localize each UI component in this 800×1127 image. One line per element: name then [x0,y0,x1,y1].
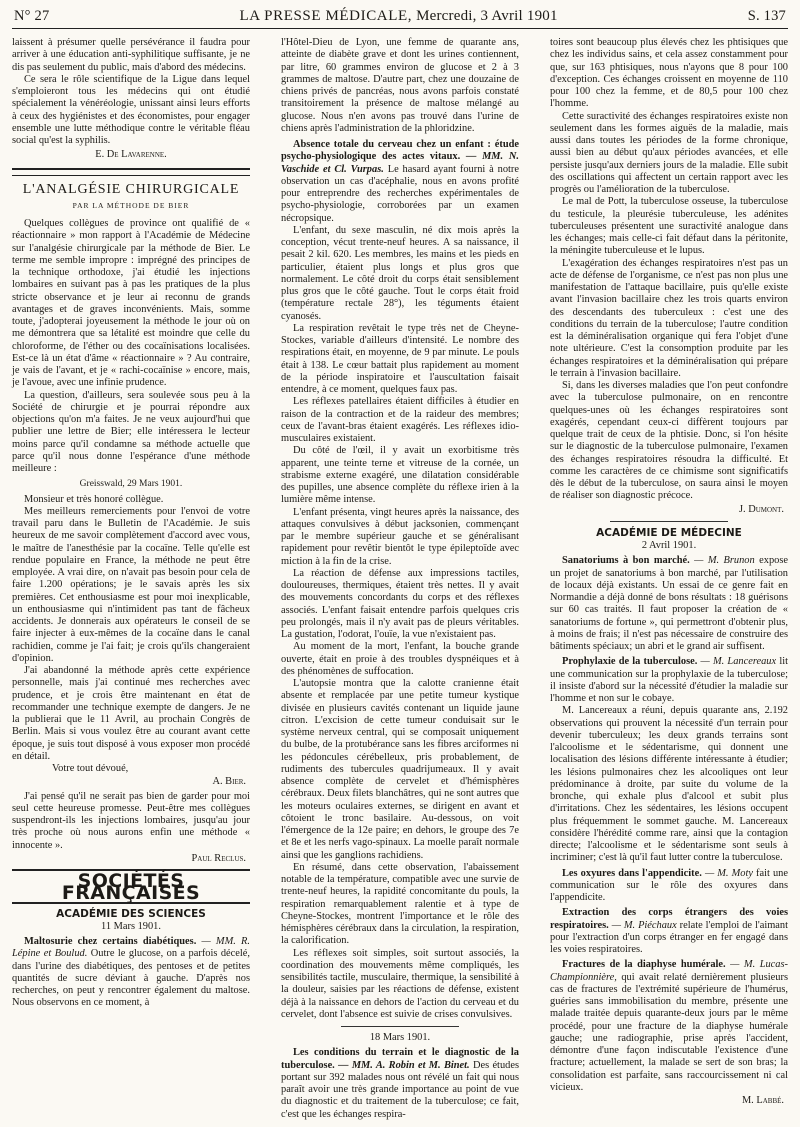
paragraph: La respiration revêtait le type très net de Cheyne-Stockes, variable d'ailleurs d'intensité. Le nombre des respirations était, en moyenne, de 9 par minute. Le pouls était à 138. Le cœur battait plus rapidement au moment de la période inspiratoire et l'auscultation faisait entendre, à ce moment, quelques faux pas. [281,322,519,395]
paragraph: Si, dans les diverses maladies que l'on peut confondre avec la tuberculose pulmonaire, on en rencontre quelques-unes où les échanges respiratoires sont exagérés, cependant ceux-ci diffèrent toujours par quelque trait de ceux de la phtisie. Donc, si l'on hésite sur le diagnostic de la tuberculose pulmonaire, l'examen des échanges respiratoires résoudra la difficulté. Et comme les caractères de ce chimisme sont significatifs dès le début de la tuberculose, on saura ainsi le moyen de réaliser son diagnostic précoce. [550,380,788,502]
separator [610,521,728,522]
paragraph: Cette suractivité des échanges respiratoires existe non seulement dans les formes aiguës de la maladie, mais aussi dans toutes les périodes de la forme chronique, aussi bien au début qu'aux périodes avancées, et elle persiste jusqu'aux derniers jours de la maladie. Elle subit des oscillations qui affectent un certain rapport avec les progrès ou l'amélioration de la tuberculose. [550,110,788,195]
paragraph: L'exagération des échanges respiratoires n'est pas un acte de défense de l'organisme, ce n'est pas non plus une manifestation de l'attaque bacillaire, puis qu'elle existe avant l'invasion bacillaire chez les trois quarts environ des descendants des tuberculeux : c'est une des conditions du terrain de la tuberculose; l'autre condition est la déminéralisation organique qui fera l'objet d'une note ultérieure. C'est la consomption produite par les échanges respiratoires et la déminéralisation qui prépare le terrain à l'invasion bacillaire. [550,257,788,379]
paragraph: Le mal de Pott, la tuberculose osseuse, la tuberculose du testicule, la pleurésie tuberculeuse, les adénites tuberculeuses présentent une suractivité analogue dans les échanges; mais celle-ci fait défaut dans la péritonite, la méningite tuberculeuse et le lupus. [550,196,788,257]
paragraph: M. Lancereaux a réuni, depuis quarante ans, 2.192 observations qui prouvent la nécessité d'un terrain pour devenir tuberculeux; les deux grands terrains sont l'alcoolisme et le sédentarisme, qui donnent une localisation des lésions différente intéressante à étudier; les lésions pulmonaires chez les alcooliques ont leur prédominance à droite, par suite du volume de la bronche, qui exhale plus d'alcool et subit plus d'irritations. Chez les sédentaires, les lésions occupent plus fréquemment le sommet gauche. M. Lancereaux considère l'hérédité comme rare, ainsi que la contagion directe; l'alcoolisme et le sédentarisme sont seuls à incriminer; c'est là qu'il faut lutter contre la tuberculose. [550,705,788,864]
paragraph: Maltosurie chez certains diabétiques. — MM. R. Lépine et Boulud. Outre le glucose, on a parfois décelé, dans l'urine des diabétiques, des pentoses et de petites quantités de sucre déviant à gauche. D'après nos recherches, on peut y rencontrer également du maltose. Nous observons en ce moment, à [12,936,250,1009]
paragraph: Les réflexes patellaires étaient difficiles à étudier en raison de la contraction et de la raideur des membres; ceux de l'avant-bras étaient exagérés. Les réflexes idio-musculaires existaient. [281,396,519,444]
paragraph: L'enfant présenta, vingt heures après la naissance, des attaques convulsives à début jacksonien, commençant par le membre supérieur gauche et se généralisant rapidement pour revêtir bientôt le type épileptoïde avec miction à la fin de la crise. [281,506,519,567]
paragraph: toires sont beaucoup plus élevés chez les phtisiques que chez les individus sains, et cela assez constamment pour que, sur 163 phtisiques, nous n'ayons que 8 pour 100 d'exception. Ces échanges croissent en moyenne de 110 pour 100 chez la femme, et de 80,5 pour 100 chez l'homme. [550,37,788,110]
letter-salutation: Monsieur et très honoré collègue. [24,493,164,505]
signature: A. Bier. [212,776,246,788]
signature: M. Labbé. [741,1095,784,1106]
page-number: S. 137 [747,8,786,24]
paragraph: L'autopsie montra que la calotte cranienne était absente et remplacée par une petite tumeur kystique divisée en plusieurs cavités contenant un liquide jaune citron. L'excision de cette tumeur conduisait sur le système nerveux central, qui se composait uniquement du bulbe, de la protubérance sans les fibres arciformes ni les pédoncules cérébelleux, pris probablement, de rudiments des tubercules quadrijumeaux. Il y avait absence complète de cervelet et d'hémisphères cérébraux. Deux filets blanchâtres, qui ne sont autres que les moteurs oculaires externes, se dirigent en avant et côtoient le tronc basilaire. Au-dessous, on voit l'émergence de la 12e paire; en dehors, le groupe des 7e et 8e et les nerfs vago-spinaux. La moelle paraît normale ainsi que les ganglions rachidiens. [281,678,519,861]
session-date: 18 Mars 1901. [369,1032,431,1043]
paragraph: Du côté de l'œil, il y avait un exorbitisme très apparent, une teinte terne et vitreuse de la cornée, un strabisme externe exagéré, une dilatation considérable des pupilles, une absence complète du réflexe irien à la lumière même intense. [281,445,519,506]
paragraph: J'ai pensé qu'il ne serait pas bien de garder pour moi seul cette heureuse promesse. Peut-être mes collègues suspendront-ils les injections lombaires, jusqu'au jour très proche où nous aurons enfin une méthode « innocente ». [12,790,250,851]
paragraph: L'enfant, du sexe masculin, né dix mois après la conception, vécut trente-neuf heures. A sa naissance, il pesait 2 kil. 620. Les membres, les mains et les pieds en particulier, étaient plus longs et plus gros que normalement. Le côté droit du corps était sensiblement plus gros que le côté gauche. Tout le corps était froid (température rectale 28°), les téguments étaient cyanosés. [281,224,519,322]
paragraph: J'ai abandonné la méthode après cette expérience personnelle, mais j'ai continué mes recherches avec prudence, et je crois être maintenant en état de recommander une technique exempte de dangers. Je ne la publierai que le 11 Avril, au prochain Congrès de Berlin. Mais si vous voulez être au courant avant cette époque, je suis tout disposé à vous exposer mon procédé en détail. [12,665,250,762]
letter-place: Greisswald, 29 Mars 1901. [79,479,183,490]
paragraph: Les conditions du terrain et le diagnostic de la tuberculose. — MM. A. Robin et M. Binet. Des études portant sur 392 malades nous ont révélé un fait qui nous paraît avoir une très grande importance au point de vue du diagnostic et du traitement de la tuberculose; ce fait, c'est que les échanges respira- [281,1047,519,1120]
columns [12,37,788,1120]
paragraph: Extraction des corps étrangers des voies respiratoires. — M. Piéchaux relate l'emploi de l'aimant pour l'extraction d'un corps étranger en fer engagé dans les voies respiratoires. [550,907,788,955]
paragraph: Fractures de la diaphyse humérale. — M. Lucas-Championnière, qui avait relaté dernièrement plusieurs cas de fractures de l'extrémité supérieure de l'humérus, guéries sans immobilisation du membre, présente une malade traitée depuis quarante-deux jours par le même procédé, pour une fracture de la diaphyse humérale gauche; une radiographie, prise après l'accident, démontre d'une façon indiscutable l'existence d'une fracture; actuellement, la malade se sert de son bras; la consolidation est parfaite, sans raccourcissement ni cal vicieux. [550,959,788,1093]
academy-title: ACADÉMIE DES SCIENCES [56,907,206,920]
paragraph: Ce sera le rôle scientifique de la Ligue dans lequel s'emploieront tous les médecins qui ont étudié spécialement la vénéréologie, unissant ainsi leurs efforts à ceux des hygiénistes et des économistes, pour engager ensemble une lutte méthodique contre le véritable fléau social qu'est la syphilis. [12,73,250,146]
article-subtitle: PAR LA MÉTHODE DE BIER [72,200,190,210]
paragraph: La question, d'ailleurs, sera soulevée sous peu à la Société de chirurgie et je pourrai répondre aux objections qu'on m'a faites. Je ne veux aujourd'hui que publier une lettre de Bier; elle intéressera le lecteur moins parce qu'il condamne sa méthode actuelle que parce qu'il nous donne l'espérance d'une méthode meilleure : [12,389,250,474]
session-date: 2 Avril 1901. [641,540,697,551]
column-1 [12,37,250,1117]
paragraph: Absence totale du cerveau chez un enfant : étude psycho-physiologique des actes vitaux. — MM. N. Vaschide et Cl. Vurpas. Le hasard ayant fourni à notre observation un cas d'acéphalie, nous en avons profité pour entreprendre des recherches expérimentales de psycho-physiologie, corroborées par un examen nécropsique. [281,139,519,224]
paragraph: Sanatoriums à bon marché. — M. Brunon expose un projet de sanatoriums à bon marché, par l'utilisation de locaux déjà existants. Un essai de ce genre fait en Normandie a déjà donné de bons résultats : 18 guérisons sur 60 cas traités. Il faut proposer la création de « sanatoriums de fortune », qui permettront d'obtenir plus, à moins de frais; il n'est pas nécessaire de construire des bâtiments spéciaux; un abri et le grand air suffisent. [550,555,788,652]
column-2 [281,37,519,1120]
paragraph: l'Hôtel-Dieu de Lyon, une femme de quarante ans, atteinte de diabète grave et dont les urines contiennent, par litre, 60 grammes environ de glucose et 2 à 3 grammes de maltose. D'autre part, chez une douzaine de chiens privés de pancréas, nous avons parfois constaté transitoirement la présence de maltose mélangé au glucose. Nous n'en avons pas trouvé dans l'urine de chiens après l'administration de la phloridzine. [281,37,519,134]
paragraph: La réaction de défense aux impressions tactiles, douloureuses, thermiques, étaient très nettes. Il y avait des mouvements concordants du corps et des réflexes associés. L'enfant faisait entendre parfois quelques cris peu prolongés, mais il n'y avait pas de pleurs véritables. La gustation, l'odorat, l'ouïe, la vue n'existaient pas. [281,567,519,640]
article-title: L'ANALGÉSIE CHIRURGICALE [22,181,240,197]
separator [341,1026,459,1027]
issue-number: N° 27 [14,8,50,24]
paragraph: laissent à présumer quelle persévérance il faudra pour arriver à une éducation anti-syphilitique suffisante, je ne dis pas seulement du public, mais d'abord des médecins. [12,37,250,73]
section-title: SOCIÉTÉS FRANÇAISES [12,869,250,904]
signature: Paul Reclus. [191,852,246,864]
session-date: 11 Mars 1901. [101,920,161,932]
paragraph: En résumé, dans cette observation, l'abaissement notable de la température, compatible avec une survie de trente-neuf heures, la rapidité concomitante du pouls, la respiration remarquablement ralentie et à type de Cheyne-Stockes, montrent l'importance et le rôle des hémisphères cérébraux dans la circulation, la respiration, la calorification. [281,861,519,947]
newspaper-page [12,8,788,1120]
paragraph: Les réflexes soit simples, soit surtout associés, la coordination des mouvements même compliqués, les sensibilités tactile, musculaire, thermique, la sensibilité à la douleur, saisies par les réactions de défense, existent déjà à la naissance en dehors de l'action du cerveau et du cervelet, dont l'absence est suivie de crises convulsives. [281,947,519,1020]
paragraph: Au moment de la mort, l'enfant, la bouche grande ouverte, était en proie à des troubles dyspnéiques et à des phénomènes de suffocation. [281,641,519,677]
issue-date: Mercredi, 3 Avril 1901 [416,8,558,24]
signature: J. Dumont. [738,503,784,515]
signature: E. De Lavarenne. [95,149,167,161]
section-rule [12,168,250,176]
page-header [12,8,788,29]
journal-title: LA PRESSE MÉDICALE, Mercredi, 3 Avril 1901 [239,8,558,24]
column-3 [550,37,788,1117]
paragraph: Les oxyures dans l'appendicite. — M. Moty fait une communication sur le rôle des oxyures dans l'appendicite. [550,867,788,903]
academy-title: ACADÉMIE DE MÉDECINE [596,526,742,539]
paragraph: Mes meilleurs remerciements pour l'envoi de votre travail paru dans le Bulletin de l'Académie. Je suis heureux de me savoir complètement d'accord avec vous, le maître de l'anesthésie par la cocaïne. Telle qu'elle est rendue populaire en France, la méthode ne peut être employée. A vrai dire, on n'avait pas besoin pour cela de faire 1.200 opérations; je le savais après les six premières. Cet enthousiasme est pour moi inexplicable, un enthousiasme qui n'intimident pas tant de fâcheux accidents. Je donnerais aux opérateurs le conseil de se faire injecter à eux-mêmes de la cocaïne dans le canal rachidien, comme je l'ai fait; je crois qu'ils changeraient d'opinion. [12,505,250,664]
letter-closing: Votre tout dévoué, [52,763,129,774]
paragraph: Prophylaxie de la tuberculose. — M. Lancereaux lit une communication sur la prophylaxie de la tuberculose; il insiste d'abord sur la nécessité d'étudier la maladie sur l'homme et non sur le cobaye. [550,656,788,704]
paragraph: Quelques collègues de province ont qualifié de « réactionnaire » mon rapport à l'Académie de Médecine sur l'analgésie chirurgicale par la méthode de Bier. Le terme me semble impropre : imprégné des principes de la technique orthodoxe, j'ai étudié les injections lombaires en suivant pas à pas les pratiques de la plus stricte observance et je leur ai reconnu de grands avantages et de graves inconvénients. Mais, somme toute, j'adopterai joyeusement la méthode le jour où on me démontrera que sa létalité est moindre que celle du chloroforme, de l'éther ou des cocaïnisations localisées. Est-ce là un état d'âme « réactionnaire » ? Au contraire, je vais de l'avant, et je « rachi-cocaïnise » encore, mais, je l'avoue, avec une infinie prudence. [12,218,250,389]
